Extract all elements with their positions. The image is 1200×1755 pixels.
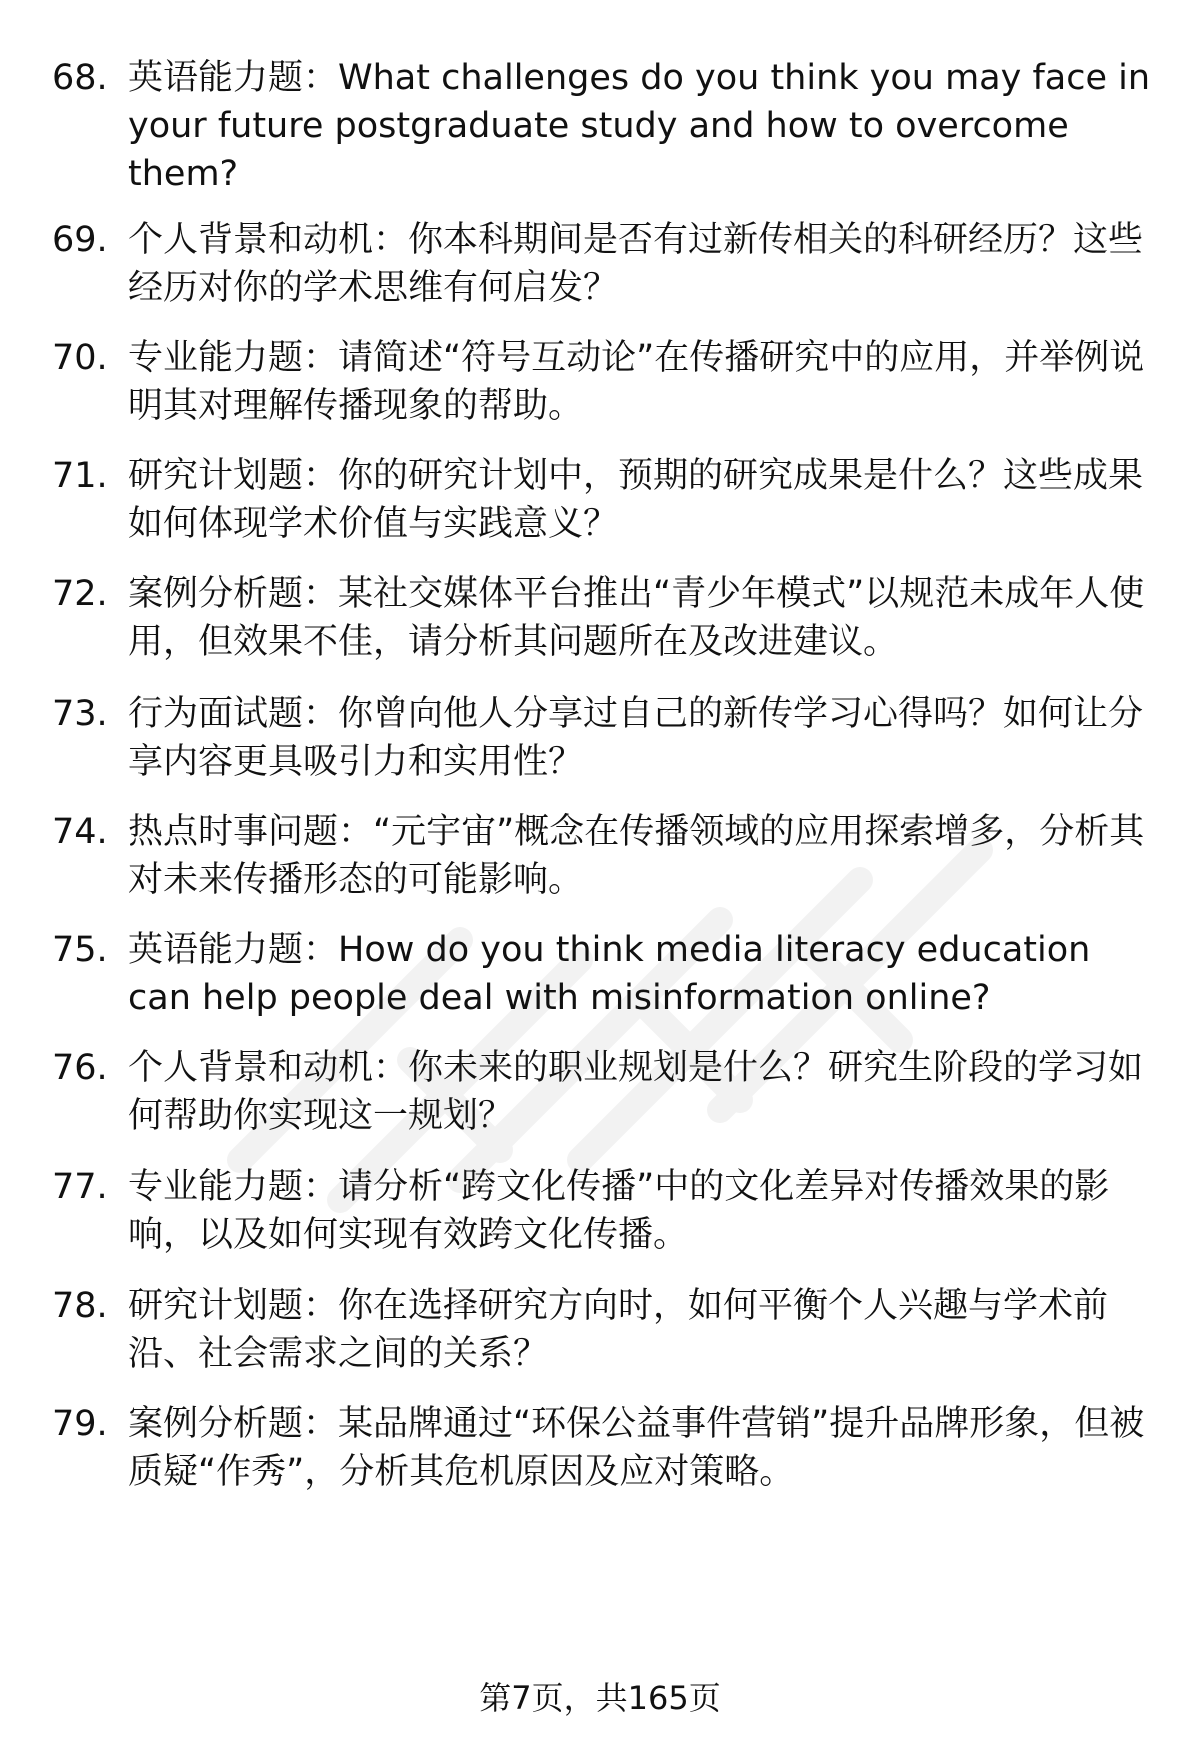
question-text (128, 1163, 1163, 1259)
question-category: 研究计划题： (128, 1286, 339, 1326)
question-category: 研究计划题： (128, 456, 339, 496)
question-text (128, 216, 1163, 312)
question-body: How do you think media literacy education can help people deal with misinformation online? (128, 930, 1091, 1018)
question-text (128, 926, 1163, 1022)
question-text (128, 54, 1163, 198)
question-category: 行为面试题： (128, 694, 339, 734)
question-body: 你的研究计划中，预期的研究成果是什么？这些成果如何体现学术价值与实践意义？ (128, 456, 1144, 544)
question-category: 个人背景和动机： (128, 220, 409, 260)
question-number: 75. (52, 930, 108, 970)
question-text (128, 570, 1163, 666)
question-text (128, 808, 1163, 904)
page-indicator: 第7页，共165页 (479, 1679, 721, 1717)
question-body: 某社交媒体平台推出“青少年模式”以规范未成年人使用，但效果不佳，请分析其问题所在及改进建议。 (128, 574, 1145, 662)
question-number: 72. (52, 574, 108, 614)
question-body: 某品牌通过“环保公益事件营销”提升品牌形象，但被质疑“作秀”，分析其危机原因及应对策略。 (128, 1404, 1145, 1492)
question-number: 70. (52, 338, 108, 378)
question-number: 74. (52, 812, 108, 852)
question-body: 你未来的职业规划是什么？研究生阶段的学习如何帮助你实现这一规划？ (128, 1048, 1144, 1136)
question-number: 73. (52, 694, 108, 734)
question-body: 你在选择研究方向时，如何平衡个人兴趣与学术前沿、社会需求之间的关系？ (128, 1286, 1109, 1374)
question-category: 专业能力题： (128, 1167, 339, 1207)
question-category: 案例分析题： (128, 1404, 339, 1444)
question-body: 你本科期间是否有过新传相关的科研经历？这些经历对你的学术思维有何启发？ (128, 220, 1144, 308)
question-text (128, 1044, 1163, 1140)
question-text (128, 334, 1163, 430)
question-body: 你曾向他人分享过自己的新传学习心得吗？如何让分享内容更具吸引力和实用性？ (128, 694, 1144, 782)
question-category: 个人背景和动机： (128, 1048, 409, 1088)
question-text (128, 1282, 1163, 1378)
question-number: 76. (52, 1048, 108, 1088)
question-category: 案例分析题： (128, 574, 339, 614)
question-category: 英语能力题： (128, 58, 339, 98)
question-category: 专业能力题： (128, 338, 339, 378)
question-text (128, 452, 1163, 548)
question-body: What challenges do you think you may face in your future postgraduate study and how to overcome them? (128, 58, 1151, 194)
question-body: “元宇宙”概念在传播领域的应用探索增多，分析其对未来传播形态的可能影响。 (128, 812, 1145, 900)
question-number: 77. (52, 1167, 108, 1207)
question-text (128, 690, 1163, 786)
question-category: 热点时事问题： (128, 812, 374, 852)
question-body: 请分析“跨文化传播”中的文化差异对传播效果的影响，以及如何实现有效跨文化传播。 (128, 1167, 1110, 1255)
question-number: 78. (52, 1286, 108, 1326)
question-category: 英语能力题： (128, 930, 339, 970)
question-number: 71. (52, 456, 108, 496)
question-number: 69. (52, 220, 108, 260)
question-number: 68. (52, 58, 108, 98)
question-text (128, 1400, 1163, 1496)
question-body: 请简述“符号互动论”在传播研究中的应用，并举例说明其对理解传播现象的帮助。 (128, 338, 1145, 426)
question-number: 79. (52, 1404, 108, 1444)
